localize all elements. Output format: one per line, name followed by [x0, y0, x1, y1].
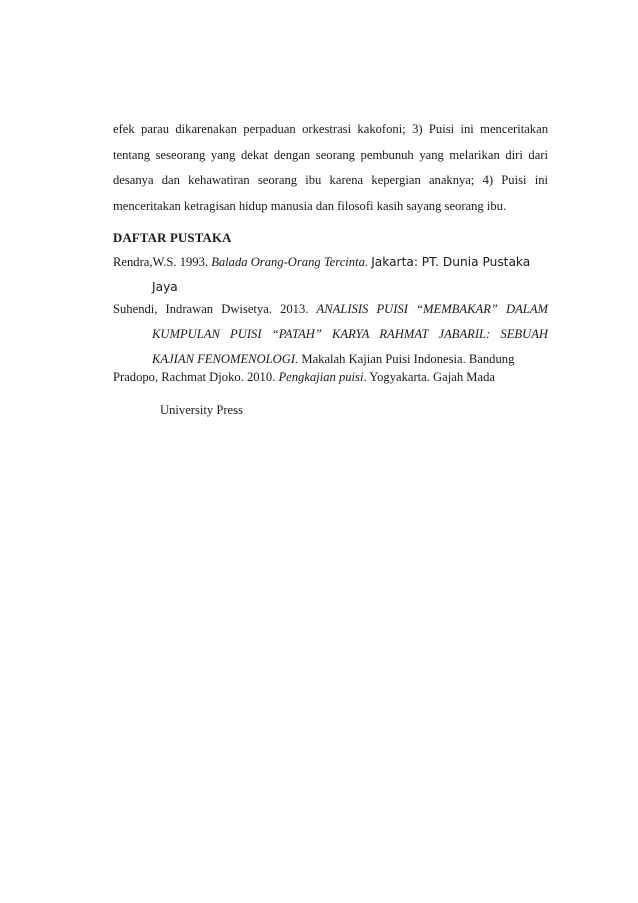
paragraph-line: efek parau dikarenakan perpaduan orkestrasi kakofoni; 3) Puisi ini menceritakan [113, 122, 548, 136]
reference-line [113, 365, 548, 390]
reference-author: Rendra,W.S. 1993. [113, 255, 212, 269]
reference-rest: Makalah Kajian Puisi Indonesia. Bandung [298, 352, 515, 366]
reference-rendra [113, 250, 548, 300]
body-paragraph [113, 117, 548, 219]
paragraph-line: tentang seseorang yang dekat dengan seorang pembunuh yang melarikan diri dari [113, 147, 548, 162]
reference-line [113, 250, 548, 275]
section-heading: DAFTAR PUSTAKA [113, 231, 232, 245]
paragraph-line: desanya dan kehawatiran seorang ibu karena kepergian anaknya; 4) Puisi ini [113, 173, 548, 187]
reference-title-cont: KUMPULAN PUISI “PATAH” KARYA RAHMAT JABARIL: SEBUAH [152, 327, 548, 341]
reference-title: ANALISIS PUISI “MEMBAKAR” DALAM [316, 302, 548, 316]
reference-pradopo-cont [113, 398, 548, 423]
reference-publisher-cont: Jaya [152, 280, 178, 294]
reference-line: University Press [160, 403, 243, 417]
reference-line [113, 297, 548, 322]
reference-author: Pradopo, Rachmat Djoko. 2010. [113, 370, 279, 384]
reference-publisher: Jakarta: PT. Dunia Pustaka [371, 255, 531, 269]
reference-line [113, 322, 548, 347]
reference-author: Suhendi, Indrawan Dwisetya. 2013. [113, 302, 317, 316]
reference-pradopo [113, 365, 548, 390]
reference-suhendi [113, 297, 548, 372]
reference-separator: . [364, 255, 372, 269]
reference-title: Balada Orang-Orang Tercinta [211, 255, 365, 269]
paragraph-line: menceritakan ketragisan hidup manusia dan filosofi kasih sayang seorang ibu. [113, 198, 507, 213]
reference-title-cont: KAJIAN FENOMENOLOGI. [152, 352, 299, 366]
reference-title: Pengkajian puisi [278, 370, 364, 384]
reference-rest: . Yogyakarta. Gajah Mada [363, 370, 495, 384]
